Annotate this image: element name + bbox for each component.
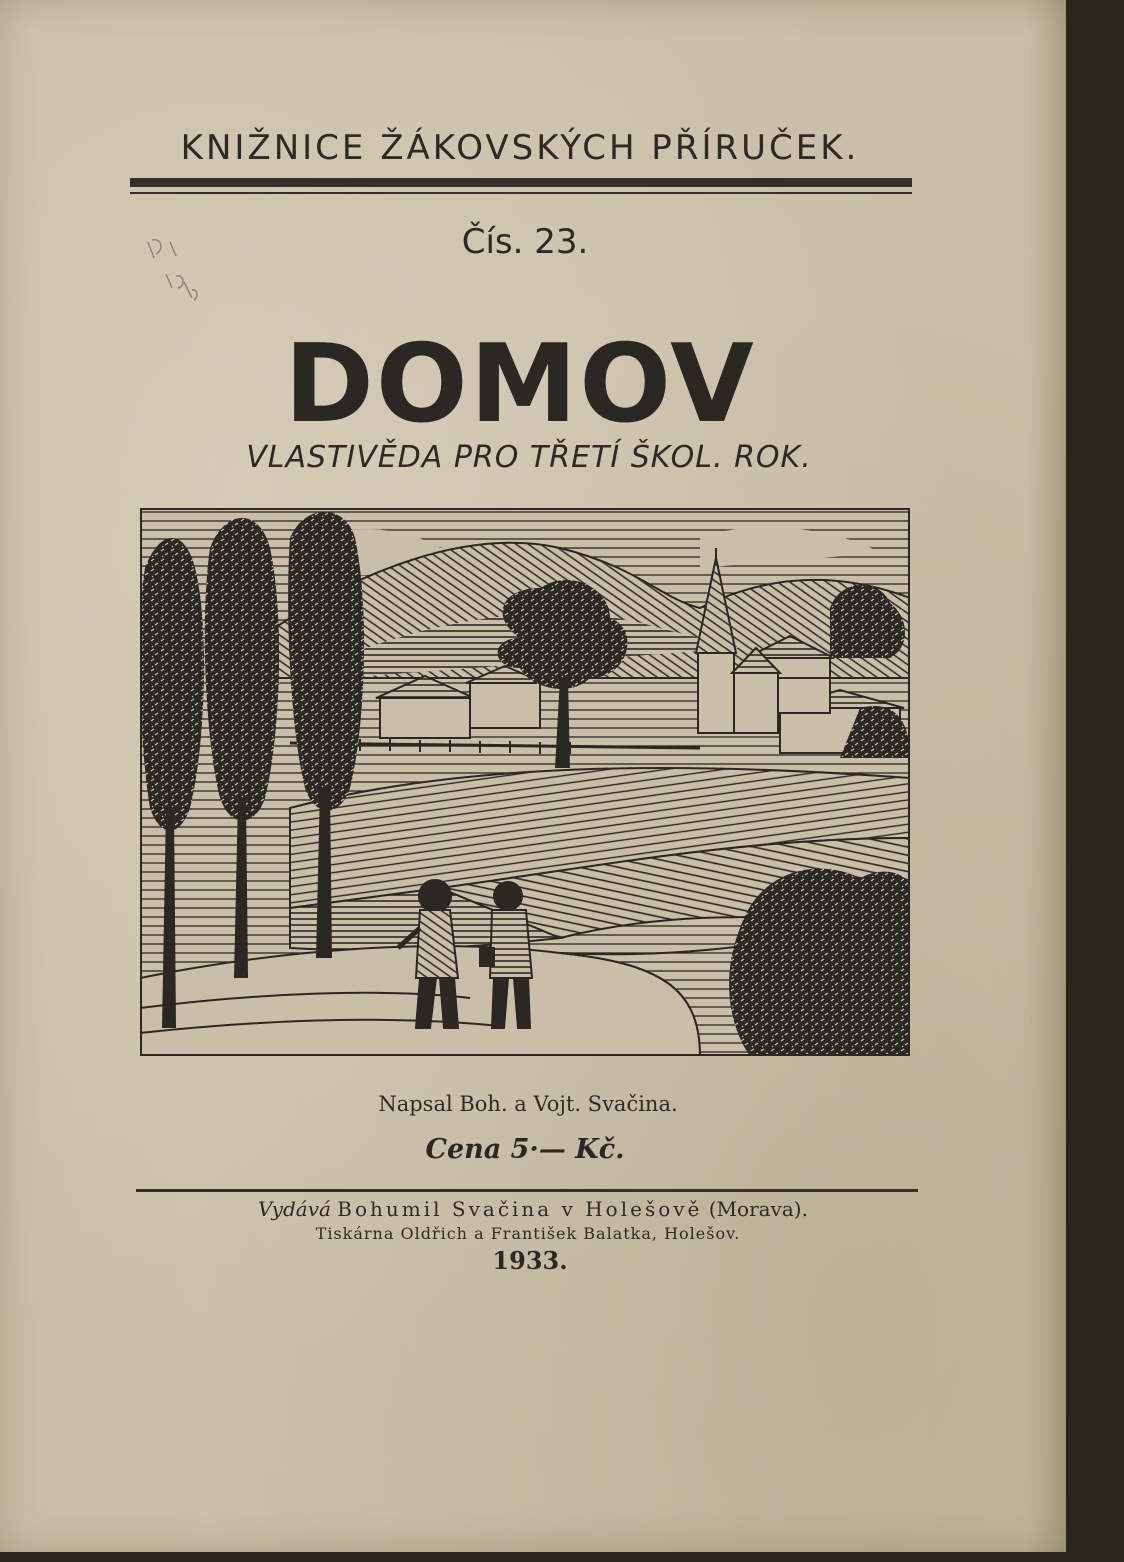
header-rule-thin (130, 192, 912, 194)
header-rule-thick (130, 178, 912, 187)
landscape-illustration (140, 508, 910, 1056)
book-subtitle: VLASTIVĚDA PRO TŘETÍ ŠKOL. ROK. (246, 440, 812, 475)
publisher-line (0, 1197, 1066, 1221)
author-line: Napsal Boh. a Vojt. Svačina. (378, 1092, 678, 1116)
publisher-name: Bohumil Svačina v Holešově (337, 1197, 703, 1221)
footer-rule (136, 1189, 918, 1192)
pencil-annotation (140, 228, 210, 328)
publisher-suffix: (Morava). (708, 1197, 808, 1221)
volume-number: Čís. 23. (461, 222, 589, 262)
printer-line: Tiskárna Oldřich a František Balatka, Holešov. (315, 1224, 741, 1243)
publication-year: 1933. (492, 1246, 568, 1275)
book-title: DOMOV (284, 322, 756, 447)
publisher-prefix: Vydává (258, 1197, 331, 1221)
price-line: Cena 5·— Kč. (425, 1134, 625, 1165)
series-title: KNIŽNICE ŽÁKOVSKÝCH PŘÍRUČEK. (180, 128, 860, 168)
